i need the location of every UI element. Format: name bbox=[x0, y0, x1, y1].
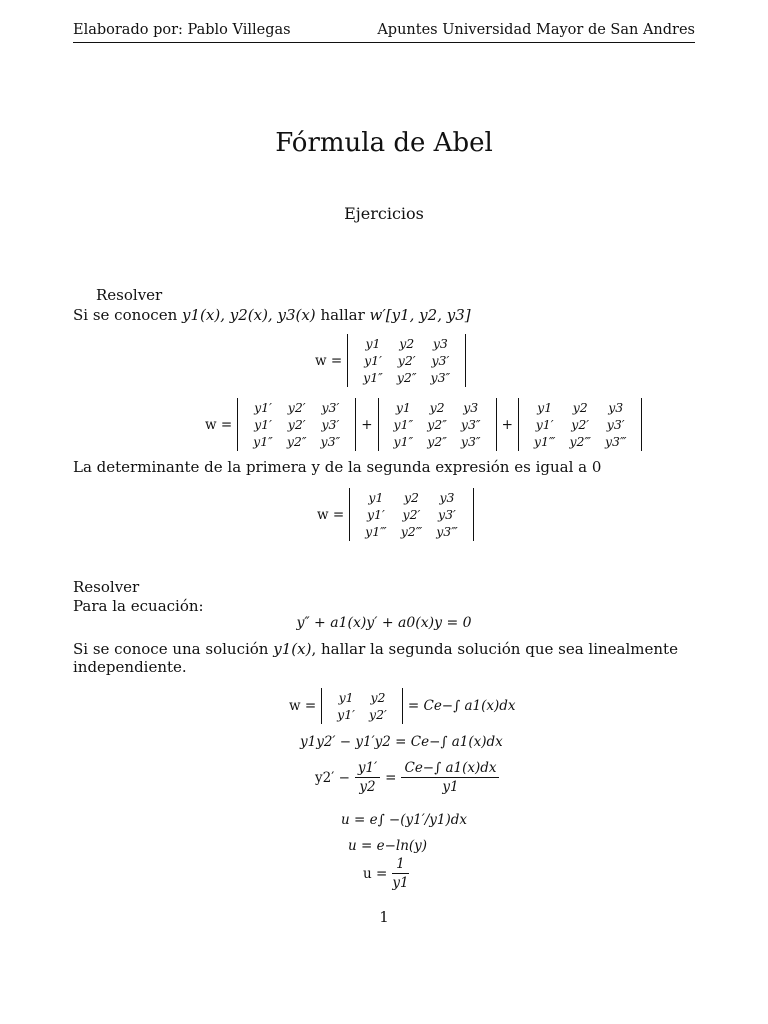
matrix-entry: y2 bbox=[572, 400, 588, 415]
determinant-main bbox=[347, 334, 466, 387]
matrix-entry: y3′ bbox=[321, 417, 340, 432]
matrix-entry: y2″ bbox=[427, 434, 447, 449]
matrix-entry: y3″ bbox=[320, 434, 341, 449]
matrix-entry: y3‴ bbox=[604, 434, 627, 449]
resolver-label-2: Resolver bbox=[73, 578, 140, 596]
matrix-entry: y1 bbox=[395, 400, 411, 415]
matrix-entry: y2‴ bbox=[400, 524, 423, 539]
matrix-entry: y1′ bbox=[364, 353, 382, 368]
wronskian-result bbox=[312, 488, 474, 541]
matrix-entry: y1 bbox=[338, 690, 354, 705]
equals-sign: = bbox=[385, 769, 397, 786]
eq-lhs: w = bbox=[317, 506, 345, 523]
matrix-table bbox=[387, 399, 488, 450]
matrix-entry: y2″ bbox=[396, 370, 417, 385]
matrix-table bbox=[330, 689, 394, 723]
eq-lhs: w = bbox=[205, 416, 233, 433]
derivation-step-6 bbox=[358, 856, 409, 891]
matrix-entry: y2″ bbox=[427, 417, 447, 432]
determinant-b bbox=[378, 398, 497, 451]
matrix-entry: y1″ bbox=[393, 417, 414, 432]
matrix-entry: y1‴ bbox=[533, 434, 556, 449]
problem-statement-2 bbox=[73, 640, 768, 676]
determinant-c bbox=[518, 398, 643, 451]
matrix-entry: y1″ bbox=[363, 370, 383, 385]
plus-sign: + bbox=[501, 416, 513, 433]
matrix-entry: y3′ bbox=[321, 400, 340, 415]
determinant-note: La determinante de la primera y de la segunda expresión es igual a 0 bbox=[73, 458, 602, 476]
wronskian-equation bbox=[310, 334, 466, 387]
matrix-entry: y2′ bbox=[287, 400, 306, 415]
derivation-step-3 bbox=[310, 760, 499, 795]
matrix-entry: y3′ bbox=[606, 417, 625, 432]
matrix-entry: y3‴ bbox=[436, 524, 458, 539]
equation-intro: Para la ecuación: bbox=[73, 597, 204, 615]
fraction-y1p-y2: $\frac{y1'}{y2}$ bbox=[355, 760, 380, 795]
matrix-entry: y3 bbox=[439, 490, 455, 505]
header-rule bbox=[73, 42, 695, 43]
matrix-entry: y1′ bbox=[367, 507, 385, 522]
statement-text: Si se conocen bbox=[73, 306, 178, 324]
matrix-entry: y1′ bbox=[337, 707, 356, 722]
matrix-entry: y1″ bbox=[393, 434, 414, 449]
derivation-step-1 bbox=[284, 688, 521, 724]
matrix-entry: y1′ bbox=[535, 417, 554, 432]
derivation-step-2: y1y2′ − y1′y2 = Ce−∫ a1(x)dx bbox=[300, 734, 503, 750]
determinant-final bbox=[349, 488, 474, 541]
matrix-entry: y2′ bbox=[287, 417, 306, 432]
statement-functions: y1(x), y2(x), y3(x) bbox=[182, 306, 316, 324]
header-author: Elaborado por: Pablo Villegas bbox=[73, 22, 291, 38]
statement-text: Si se conoce una solución bbox=[73, 640, 269, 658]
matrix-entry: y2′ bbox=[369, 707, 387, 722]
matrix-entry: y2 bbox=[370, 690, 386, 705]
matrix-entry: y3″ bbox=[460, 434, 481, 449]
page-number: 1 bbox=[379, 908, 389, 926]
matrix-entry: y3″ bbox=[430, 370, 451, 385]
step6-lhs: u = bbox=[363, 865, 388, 882]
matrix-table bbox=[527, 399, 634, 450]
fraction-one-over-y1: $\frac{1}{y1}$ bbox=[392, 856, 409, 891]
matrix-entry: y2 bbox=[429, 400, 445, 415]
matrix-entry: y3 bbox=[432, 336, 448, 351]
matrix-entry: y1‴ bbox=[365, 524, 387, 539]
matrix-entry: y3″ bbox=[460, 417, 481, 432]
matrix-table bbox=[246, 399, 347, 450]
eq-lhs: w = bbox=[315, 352, 343, 369]
determinant-a bbox=[237, 398, 356, 451]
eq-lhs: w = bbox=[289, 698, 317, 714]
matrix-entry: y3 bbox=[608, 400, 624, 415]
matrix-entry: y2 bbox=[399, 336, 415, 351]
matrix-entry: y2‴ bbox=[569, 434, 591, 449]
statement-text-mid: hallar bbox=[320, 306, 365, 324]
derivation-step-5: u = e−ln(y) bbox=[348, 838, 428, 854]
page-title: Fórmula de Abel bbox=[275, 128, 493, 158]
resolver-label-1: Resolver bbox=[96, 286, 163, 304]
matrix-entry: y2 bbox=[403, 490, 419, 505]
matrix-table bbox=[358, 489, 465, 540]
matrix-entry: y1″ bbox=[253, 434, 273, 449]
matrix-entry: y1 bbox=[365, 336, 381, 351]
step1-rhs: = Ce−∫ a1(x)dx bbox=[407, 698, 516, 714]
matrix-entry: y2″ bbox=[286, 434, 307, 449]
matrix-entry: y2′ bbox=[402, 507, 421, 522]
matrix-entry: y1′ bbox=[254, 400, 272, 415]
matrix-entry: y3 bbox=[463, 400, 479, 415]
differential-equation: y″ + a1(x)y′ + a0(x)y = 0 bbox=[296, 615, 472, 631]
problem-statement-1 bbox=[73, 306, 471, 324]
statement-suffix: , hallar la segunda solución que sea linealmente independiente. bbox=[73, 640, 678, 676]
derivation-step-4: u = e∫ −(y1′/y1)dx bbox=[341, 812, 468, 828]
wronskian-derivative-equation bbox=[200, 398, 642, 451]
matrix-entry: y2′ bbox=[397, 353, 416, 368]
header-course: Apuntes Universidad Mayor de San Andres bbox=[377, 22, 695, 38]
page-subtitle: Ejercicios bbox=[344, 204, 424, 223]
matrix-entry: y1′ bbox=[254, 417, 272, 432]
plus-sign: + bbox=[361, 416, 373, 433]
matrix-entry: y1 bbox=[368, 490, 384, 505]
matrix-table bbox=[356, 335, 457, 386]
matrix-entry: y3′ bbox=[431, 353, 450, 368]
matrix-entry: y2′ bbox=[571, 417, 590, 432]
matrix-entry: y3′ bbox=[438, 507, 456, 522]
statement-target: w′[y1, y2, y3] bbox=[369, 306, 471, 324]
statement-function: y1(x) bbox=[273, 640, 312, 658]
step3-lhs: y2′ − bbox=[315, 769, 350, 786]
matrix-entry: y1 bbox=[537, 400, 553, 415]
determinant-2x2 bbox=[321, 688, 403, 724]
fraction-rhs: $\frac{Ce-\int a1(x)dx}{y1}$ bbox=[401, 760, 499, 795]
